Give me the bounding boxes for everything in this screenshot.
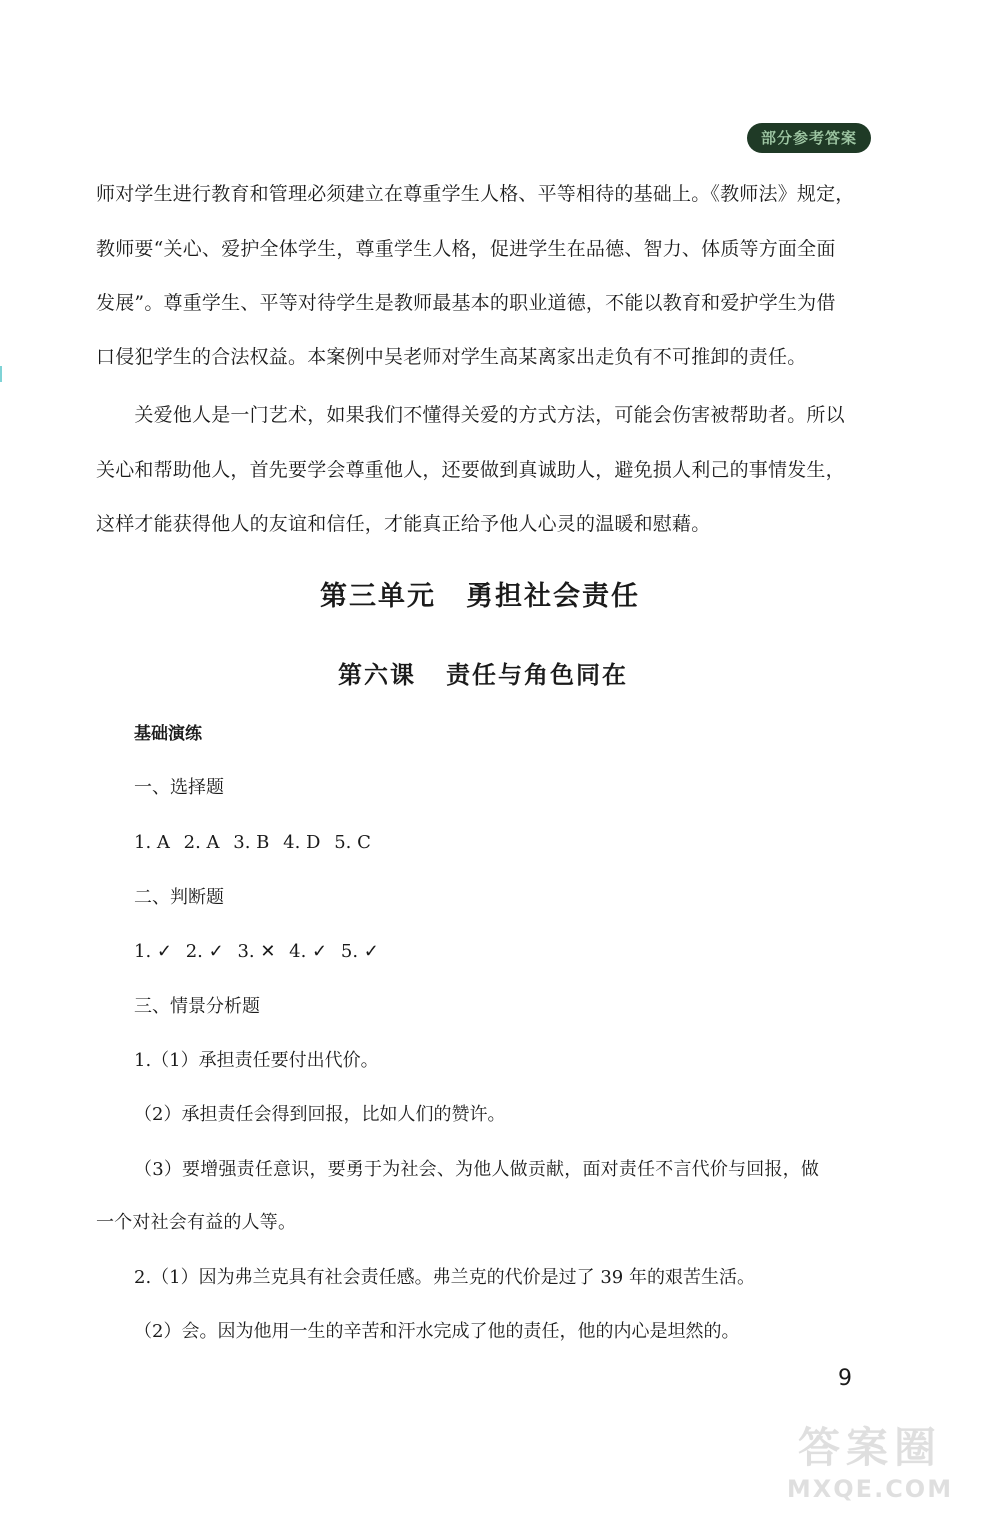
answer-item: 2. ✓ (185, 941, 224, 962)
paragraph-line: 师对学生进行教育和管理必须建立在尊重学生人格、平等相待的基础上。《教师法》规定， (96, 183, 855, 205)
question-heading-scenario: 三、情景分析题 (134, 996, 260, 1017)
answer-item: 1. A (134, 832, 170, 853)
watermark-text: 答案圈 (797, 1423, 942, 1472)
unit-title (0, 580, 960, 614)
answer-item: 2. A (183, 832, 220, 853)
watermark-url: MXQE.COM (786, 1475, 954, 1503)
answer-item: 3. ✕ (237, 941, 276, 962)
paragraph-line: 口侵犯学生的合法权益。本案例中吴老师对学生高某离家出走负有不可推卸的责任。 (96, 346, 807, 368)
header-tag: 部分参考答案 (747, 123, 871, 153)
watermark-logo (752, 1422, 988, 1512)
answer-line: （2）会。因为他用一生的辛苦和汗水完成了他的责任，他的内心是坦然的。 (134, 1321, 740, 1342)
page-number: 9 (838, 1366, 852, 1391)
paragraph-line: 关爱他人是一门艺术，如果我们不懂得关爱的方式方法，可能会伤害被帮助者。所以 (96, 404, 845, 426)
answer-item: 1. ✓ (134, 941, 172, 962)
lesson-number: 第六课 (338, 661, 416, 689)
section-heading: 基础演练 (134, 724, 202, 744)
answer-item: 3. B (233, 832, 270, 853)
answer-item: 5. ✓ (340, 941, 379, 962)
answer-line: 一个对社会有益的人等。 (96, 1212, 297, 1233)
question-heading-choice: 一、选择题 (134, 777, 224, 798)
choice-answers (134, 831, 379, 855)
answer-item: 4. ✓ (289, 941, 328, 962)
lesson-title (0, 660, 966, 690)
margin-mark (0, 366, 8, 382)
answer-line: 2.（1）因为弗兰克具有社会责任感。弗兰克的代价是过了 39 年的艰苦生活。 (134, 1267, 755, 1288)
judge-answers (134, 940, 387, 964)
paragraph-line: 这样才能获得他人的友谊和信任，才能真正给予他人心灵的温暖和慰藉。 (96, 513, 711, 535)
lesson-name: 责任与角色同在 (446, 661, 628, 689)
answer-line: 1.（1）承担责任要付出代价。 (134, 1050, 379, 1071)
paragraph-line: 教师要“关心、爱护全体学生，尊重学生人格，促进学生在品德、智力、体质等方面全面 (96, 238, 836, 260)
unit-number: 第三单元 (320, 581, 436, 612)
answer-line: （3）要增强责任意识，要勇于为社会、为他人做贡献，面对责任不言代价与回报，做 (134, 1159, 820, 1180)
paragraph-line: 发展”。尊重学生、平等对待学生是教师最基本的职业道德，不能以教育和爱护学生为借 (96, 292, 836, 314)
answer-line: （2）承担责任会得到回报，比如人们的赞许。 (134, 1104, 506, 1125)
answer-item: 4. D (283, 832, 321, 853)
paragraph-line: 关心和帮助他人，首先要学会尊重他人，还要做到真诚助人，避免损人利己的事情发生， (96, 459, 845, 481)
question-heading-judge: 二、判断题 (134, 887, 224, 908)
unit-name: 勇担社会责任 (466, 581, 640, 612)
answer-item: 5. C (334, 832, 371, 853)
